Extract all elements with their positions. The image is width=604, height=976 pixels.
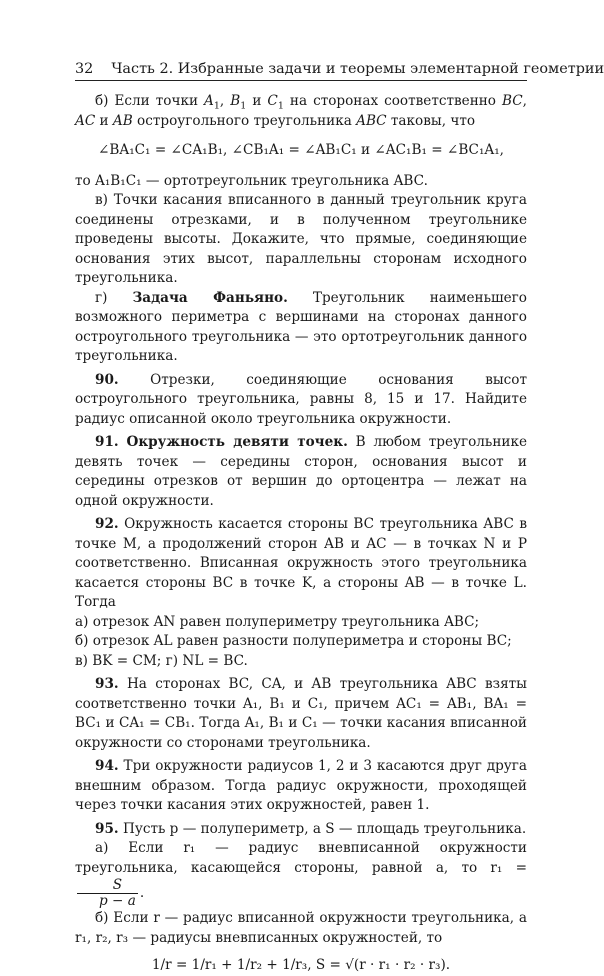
problem-91: 91. Окружность девяти точек. В любом треугольнике девять точек — середины сторон, основания высот и середины отрезков от вершин до ортоцентра — лежат на одной окружности. bbox=[75, 434, 527, 509]
problem-number: 92. bbox=[95, 516, 119, 532]
problem-95a: а) Если r₁ — радиус вневписанной окружности треугольника, касающейся стороны, равной a, то r₁ = $\frac{S}{p - a}$ . bbox=[75, 840, 527, 909]
problem-number: 93. bbox=[95, 676, 119, 692]
running-title: Часть 2. Избранные задачи и теоремы элементарной геометрии bbox=[111, 61, 604, 77]
radii-formula-text: 1/r = 1/r₁ + 1/r₂ + 1/r₃, S = √(r · r₁ · r₂ · r₃). bbox=[151, 957, 451, 973]
problem-92-part-a: а) отрезок AN равен полупериметру треугольника ABC; bbox=[75, 613, 480, 630]
problem-95: 95. Пусть p — полупериметр, а S — площадь треугольника. bbox=[95, 820, 527, 837]
problem-89g: г) Задача Фаньяно. Треугольник наименьшего возможного периметра с вершинами на сторонах данного остроугольного треугольника — это ортотреугольник данного треугольника. bbox=[75, 289, 527, 364]
problem-number: 91. bbox=[95, 434, 119, 450]
angle-equalities-text: ∠BA₁C₁ = ∠CA₁B₁, ∠CB₁A₁ = ∠AB₁C₁ и ∠AC₁B₁ = ∠BC₁A₁, bbox=[98, 142, 504, 158]
problem-number: 90. bbox=[95, 371, 119, 388]
exradius-fraction: $\frac{S}{p - a}$ bbox=[77, 878, 138, 909]
problem-number: 95. bbox=[95, 820, 119, 837]
running-header bbox=[75, 60, 604, 78]
problem-95b: б) Если r — радиус вписанной окружности треугольника, а r₁, r₂, r₃ — радиусы вневписанных окружностей, то bbox=[75, 910, 527, 946]
page-body bbox=[75, 92, 527, 976]
nine-point-circle-title: Окружность девяти точек. bbox=[126, 434, 348, 450]
page-number: 32 bbox=[75, 61, 94, 77]
fagnano-title: Задача Фаньяно. bbox=[132, 289, 288, 306]
problem-89v: в) Точки касания вписанного в данный треугольник круга соединены отрезками, и в полученном треугольнике проведены высоты. Докажите, что прямые, соединяющие основания этих высот, параллельны сторонам исходного треугольника. bbox=[75, 192, 527, 286]
problem-89b-intro: б) Если точки $A_1$, $B_1$ и $C_1$ на сторонах соответственно BC, AC и AB остроугольного треугольника ABC таковы, что bbox=[75, 93, 527, 129]
radii-formula bbox=[75, 956, 527, 976]
problem-92-parts-v-g: в) BK = CM; г) NL = BC. bbox=[75, 652, 248, 669]
problem-94: 94. Три окружности радиусов 1, 2 и 3 касаются друг друга внешним образом. Тогда радиус окружности, проходящей через точки касания этих окружностей, равен 1. bbox=[75, 758, 527, 813]
header-rule bbox=[75, 80, 527, 81]
problem-90: 90. Отрезки, соединяющие основания высот остроугольного треугольника, равны 8, 15 и 17. Найдите радиус описанной около треугольника окружности. bbox=[75, 371, 527, 427]
problem-92: 92. Окружность касается стороны BC треугольника ABC в точке M, а продолжений сторон AB и AC — в точках N и P соответственно. Вписанная окружность этого треугольника касается стороны BC в точке K, а стороны AB — в точке L. Тогда bbox=[75, 516, 527, 610]
problem-89b-conclusion: то A₁B₁C₁ — ортотреугольник треугольника ABC. bbox=[75, 172, 428, 189]
problem-number: 94. bbox=[95, 758, 119, 774]
problem-92-part-b: б) отрезок AL равен разности полупериметра и стороны BC; bbox=[75, 633, 512, 649]
angle-equalities-formula bbox=[75, 141, 527, 161]
problem-93: 93. На сторонах BC, CA, и AB треугольника ABC взяты соответственно точки A₁, B₁ и C₁, причем AC₁ = AB₁, BA₁ = BC₁ и CA₁ = CB₁. Тогда A₁, B₁ и C₁ — точки касания вписанной окружности со сторонами треугольника. bbox=[75, 676, 527, 751]
